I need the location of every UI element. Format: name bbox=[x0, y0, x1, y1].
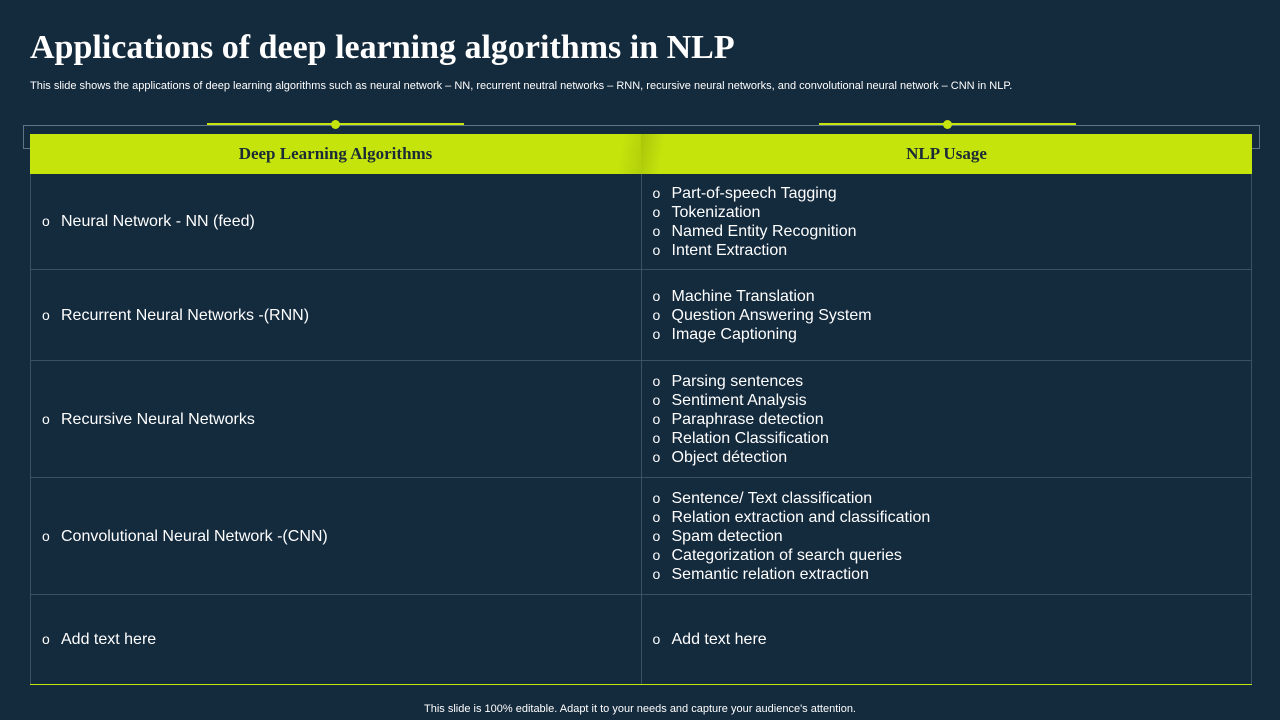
algorithm-name bbox=[42, 630, 641, 649]
usage-item-text: Categorization of search queries bbox=[671, 546, 902, 564]
usage-item bbox=[653, 527, 1252, 546]
usage-item-text: Intent Extraction bbox=[671, 241, 788, 259]
algorithm-name bbox=[42, 527, 641, 546]
bullet-circle-icon: o bbox=[652, 527, 661, 544]
usage-item-text: Image Captioning bbox=[671, 325, 797, 343]
slide-title: Applications of deep learning algorithms in NLP bbox=[30, 29, 735, 66]
table-body bbox=[30, 174, 1252, 685]
bullet-circle-icon: o bbox=[652, 489, 661, 506]
algorithm-name-text: Add text here bbox=[61, 631, 157, 648]
usage-item bbox=[653, 184, 1252, 203]
bullet-circle-icon: o bbox=[652, 508, 661, 525]
bullet-circle-icon: o bbox=[42, 410, 50, 427]
bullet-circle-icon: o bbox=[652, 546, 661, 563]
bullet-circle-icon: o bbox=[652, 222, 661, 239]
usage-cell bbox=[642, 478, 1253, 594]
algorithm-cell bbox=[30, 595, 642, 684]
bullet-circle-icon: o bbox=[652, 410, 661, 427]
algorithm-cell bbox=[30, 361, 642, 477]
table-row bbox=[30, 595, 1252, 685]
usage-item bbox=[653, 203, 1252, 222]
usage-item bbox=[653, 391, 1252, 410]
algorithm-name-text: Neural Network - NN (feed) bbox=[61, 213, 255, 230]
usage-item-text: Named Entity Recognition bbox=[671, 222, 857, 240]
bullet-circle-icon: o bbox=[652, 565, 661, 582]
usage-item-text: Add text here bbox=[671, 631, 767, 648]
bullet-circle-icon: o bbox=[42, 631, 50, 647]
usage-item-text: Question Answering System bbox=[671, 306, 872, 324]
usage-item-text: Sentiment Analysis bbox=[671, 391, 807, 409]
usage-item bbox=[653, 508, 1252, 527]
bullet-circle-icon: o bbox=[652, 306, 661, 323]
algorithm-name-text: Recurrent Neural Networks -(RNN) bbox=[61, 306, 310, 324]
usage-item bbox=[653, 287, 1252, 306]
header-deep-learning-algorithms: Deep Learning Algorithms bbox=[30, 134, 641, 174]
usage-item-text: Relation extraction and classification bbox=[671, 508, 931, 526]
usage-item bbox=[653, 372, 1252, 391]
algorithm-name bbox=[42, 410, 641, 429]
algorithm-name bbox=[42, 306, 641, 325]
slide-footer: This slide is 100% editable. Adapt it to your needs and capture your audience's attention. bbox=[424, 703, 856, 715]
algorithm-name bbox=[42, 212, 641, 231]
algorithm-cell bbox=[30, 174, 642, 269]
table-row bbox=[30, 478, 1252, 595]
table-row bbox=[30, 174, 1252, 270]
usage-item bbox=[653, 489, 1252, 508]
table-row bbox=[30, 361, 1252, 478]
usage-item bbox=[653, 222, 1252, 241]
usage-item-text: Tokenization bbox=[671, 203, 761, 221]
bullet-circle-icon: o bbox=[42, 527, 50, 544]
usage-item-text: Machine Translation bbox=[671, 287, 815, 305]
bullet-circle-icon: o bbox=[652, 287, 661, 304]
table-header-row bbox=[30, 134, 1252, 174]
usage-item-text: Relation Classification bbox=[671, 429, 829, 447]
usage-item bbox=[653, 325, 1252, 344]
usage-item-text: Sentence/ Text classification bbox=[671, 489, 873, 507]
usage-cell bbox=[642, 174, 1253, 269]
algorithm-name-text: Recursive Neural Networks bbox=[61, 410, 255, 428]
usage-item-text: Semantic relation extraction bbox=[671, 565, 869, 583]
usage-item bbox=[653, 429, 1252, 448]
algorithm-cell bbox=[30, 478, 642, 594]
algorithm-name-text: Convolutional Neural Network -(CNN) bbox=[61, 527, 328, 545]
bullet-circle-icon: o bbox=[652, 631, 661, 647]
bullet-circle-icon: o bbox=[652, 429, 661, 446]
usage-item bbox=[653, 546, 1252, 565]
usage-item bbox=[653, 241, 1252, 260]
bullet-circle-icon: o bbox=[652, 203, 661, 220]
usage-item bbox=[653, 410, 1252, 429]
bullet-circle-icon: o bbox=[42, 213, 50, 229]
accent-dot-right bbox=[943, 120, 952, 129]
usage-item bbox=[653, 565, 1252, 584]
usage-cell bbox=[642, 595, 1253, 684]
usage-item-text: Object détection bbox=[671, 448, 788, 466]
usage-item-text: Part-of-speech Tagging bbox=[671, 184, 837, 202]
usage-item-text: Spam detection bbox=[671, 527, 783, 545]
bullet-circle-icon: o bbox=[42, 306, 50, 323]
bullet-circle-icon: o bbox=[652, 391, 661, 408]
bullet-circle-icon: o bbox=[652, 325, 661, 342]
usage-item bbox=[653, 630, 1252, 649]
usage-cell bbox=[642, 270, 1253, 360]
header-nlp-usage: NLP Usage bbox=[641, 134, 1252, 174]
table-row bbox=[30, 270, 1252, 361]
usage-cell bbox=[642, 361, 1253, 477]
bullet-circle-icon: o bbox=[652, 448, 661, 465]
algorithm-cell bbox=[30, 270, 642, 360]
usage-item-text: Paraphrase detection bbox=[671, 410, 824, 428]
accent-dot-left bbox=[331, 120, 340, 129]
applications-table bbox=[30, 134, 1252, 685]
bullet-circle-icon: o bbox=[652, 241, 661, 258]
slide-subtitle: This slide shows the applications of deep learning algorithms such as neural network – NN, recurrent neutral networks – RNN, recursive neural networks, and convolutional neural network – CNN in NLP. bbox=[30, 80, 1013, 92]
bullet-circle-icon: o bbox=[652, 372, 661, 389]
usage-item bbox=[653, 306, 1252, 325]
bullet-circle-icon: o bbox=[652, 184, 661, 201]
usage-item-text: Parsing sentences bbox=[671, 372, 804, 390]
usage-item bbox=[653, 448, 1252, 467]
